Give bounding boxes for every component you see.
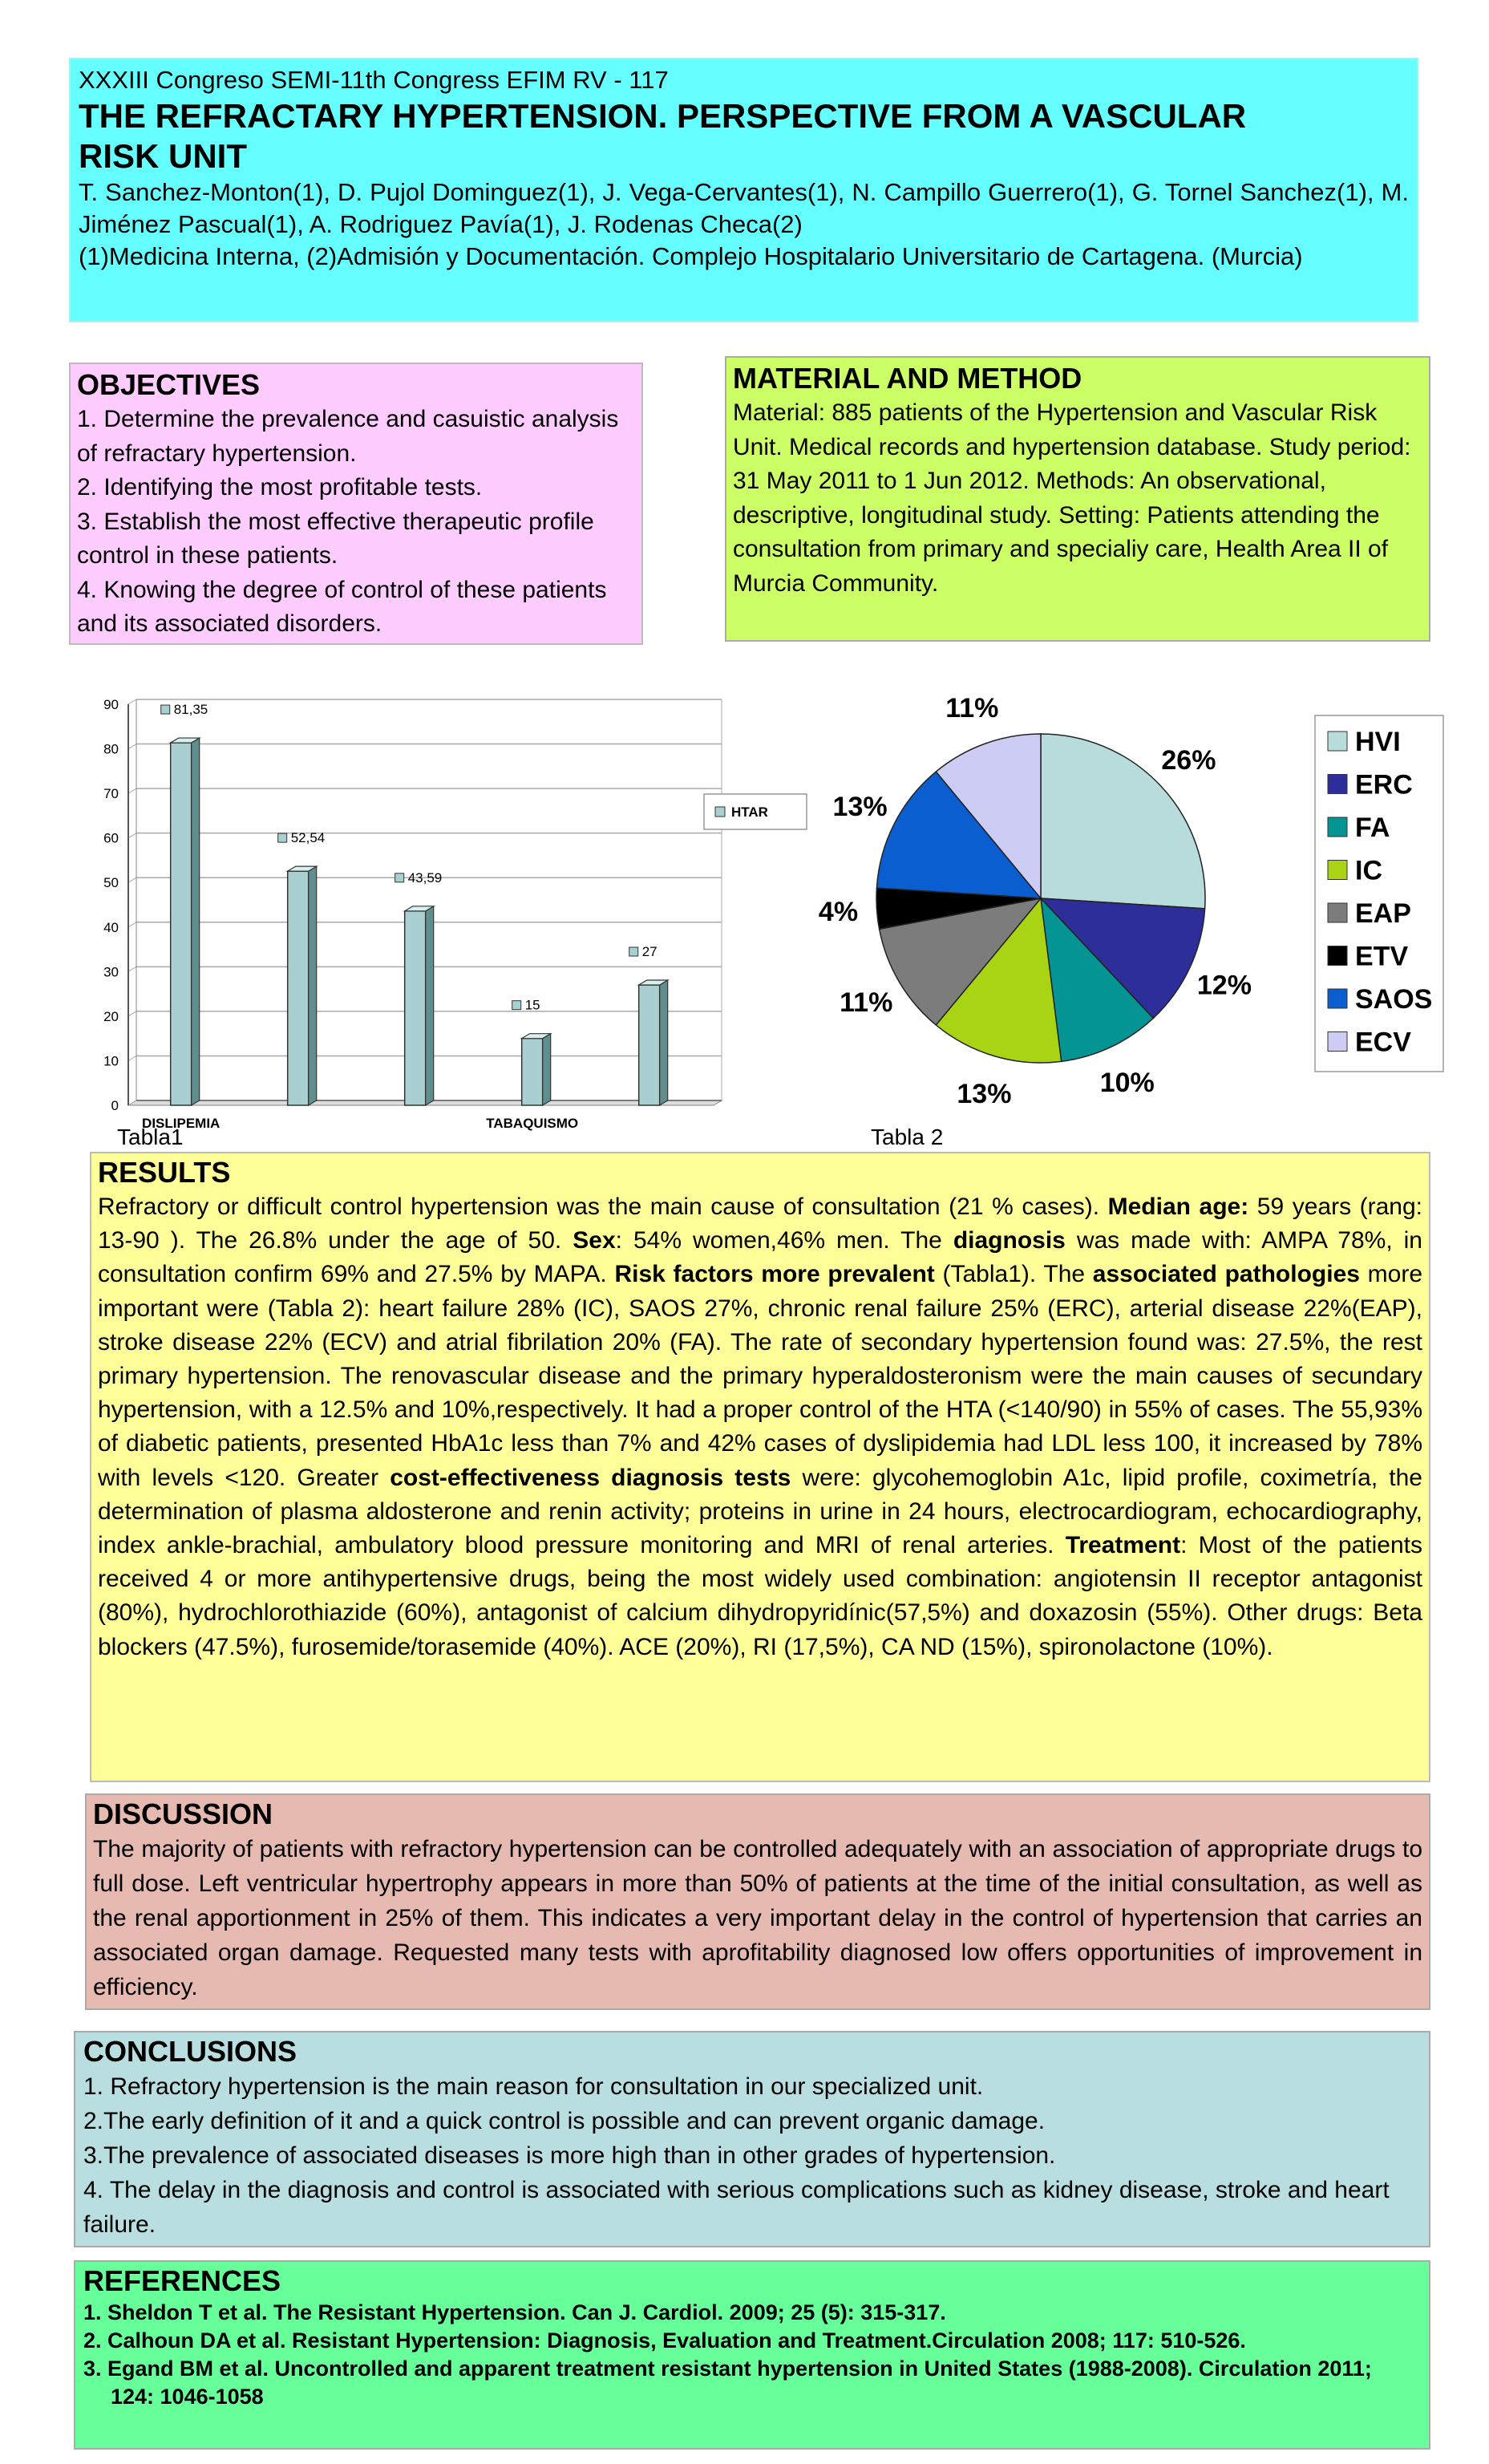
gridline-wall [128, 1056, 136, 1060]
bar-chart-caption: Tabla1 [117, 1125, 184, 1149]
pie-chart-caption: Tabla 2 [871, 1125, 944, 1149]
gridline-wall [128, 788, 136, 793]
affiliations: (1)Medicina Interna, (2)Admisión y Documentación. Complejo Hospitalario Universitario de Cartagena. (Murcia) [79, 242, 1303, 270]
pie-legend-swatch [1328, 946, 1347, 966]
results-bold-run: diagnosis [953, 1227, 1066, 1254]
references-heading: REFERENCES [83, 2264, 281, 2297]
gridline-wall [128, 833, 136, 838]
discussion-section [85, 1793, 1430, 2010]
pie-legend-label: ETV [1355, 941, 1409, 972]
bar [639, 985, 660, 1105]
value-label-key [512, 1001, 521, 1010]
pie-legend-swatch [1328, 861, 1347, 880]
bar [522, 1039, 543, 1105]
reference-item: 2. Calhoun DA et al. Resistant Hypertension: Diagnosis, Evaluation and Treatment.Circulation 2008; 117: 510-526. [83, 2328, 1246, 2353]
bar-value-label: 52,54 [290, 830, 326, 846]
results-bold-run: cost-effectiveness diagnosis tests [390, 1464, 791, 1491]
x-category-label: TABAQUISMO [486, 1116, 579, 1131]
objective-item: 2. Identifying the most profitable tests. [77, 474, 483, 500]
conference-label: XXXIII Congreso SEMI-11th Congress EFIM RV - 117 [79, 66, 669, 94]
pie-legend-label: HVI [1355, 727, 1401, 757]
objective-item: 4. Knowing the degree of control of these patients and its associated disorders. [77, 576, 607, 637]
method-heading: MATERIAL AND METHOD [733, 362, 1082, 395]
y-tick-label: 20 [103, 1008, 119, 1024]
discussion-text: The majority of patients with refractory hypertension can be controlled adequately with an association of appropriate drugs to full dose. Left ventricular hypertrophy appears in more than 50% of patients at the time of the initial consultation, as well as the renal apportionment in 25% of them. This indicates a very important delay in the control of hypertension that carries an associated organ damage. Requested many tests with aprofitability diagnosed low offers opportunities of improvement in efficiency. [93, 1836, 1422, 2000]
results-text-run: : Most of the patients received 4 or more antihypertensive drugs, being the most widely used combination: angiotensin II receptor antagonist (80%), hydrochlorothiazide (60%), antagonist of calcium dihydropyridínic(57,5%) and doxazosin (55%). Other drugs: Beta blockers (47.5%), furosemide/torasemide (40%). ACE (20%), RI (17,5%), CA ND (15%), spironolactone (10%). [98, 1532, 1422, 1660]
value-label-key [395, 873, 404, 882]
conclusions-heading: CONCLUSIONS [83, 2035, 297, 2068]
value-label-key [278, 833, 287, 842]
objective-item: 1. Determine the prevalence and casuistic analysis of refractary hypertension. [77, 406, 619, 467]
conclusion-item: 2.The early definition of it and a quick control is possible and can prevent organic damage. [83, 2108, 1046, 2134]
conclusions-section [74, 2031, 1430, 2247]
bar-side [543, 1034, 551, 1105]
bar-side [192, 738, 200, 1105]
pie-legend-swatch [1328, 775, 1347, 794]
poster-header [69, 58, 1418, 322]
gridline-wall [128, 744, 136, 749]
value-label-key [629, 947, 638, 956]
pie-value-label: 13% [957, 1078, 1012, 1109]
pie-legend-swatch [1328, 817, 1347, 837]
y-tick-label: 90 [103, 697, 119, 712]
results-text [98, 1190, 1422, 1664]
results-text-run: (Tabla1). The [934, 1261, 1093, 1288]
y-tick-label: 0 [111, 1098, 119, 1113]
pie-value-label: 13% [832, 792, 888, 823]
pie-legend-swatch [1328, 903, 1347, 922]
bar-side [660, 980, 668, 1105]
gridline-wall [128, 877, 136, 882]
results-bold-run: Treatment [1065, 1532, 1181, 1559]
pie-legend-label: IC [1355, 855, 1382, 886]
bar-value-label: 15 [524, 997, 540, 1013]
results-bold-run: associated pathologies [1092, 1261, 1360, 1288]
y-tick-label: 40 [103, 919, 119, 935]
reference-item: 1. Sheldon T et al. The Resistant Hypertension. Can J. Cardiol. 2009; 25 (5): 315-317. [83, 2300, 946, 2324]
poster-title-line-2: RISK UNIT [79, 137, 247, 175]
pie-legend-label: FA [1355, 813, 1390, 843]
y-tick-label: 80 [103, 741, 119, 757]
bar-side [309, 866, 317, 1105]
pie-legend-swatch [1328, 732, 1347, 751]
x-category-label: DISLIPEMIA [142, 1116, 221, 1131]
bar-side [426, 906, 434, 1105]
results-text-run: were: glycohemoglobin A1c, lipid profile, coximetría, the determination of plasma aldosterone and renin activity; proteins in urine in 24 hours, electrocardiogram, echocardiography, index ankle-brachial, ambulatory blood pressure monitoring and MRI of renal arteries. [98, 1464, 1422, 1559]
pie-value-label: 4% [818, 896, 859, 927]
value-label-key [161, 705, 170, 714]
gridline-wall [128, 699, 136, 704]
references-section [74, 2260, 1430, 2450]
discussion-heading: DISCUSSION [93, 1797, 273, 1830]
results-section [90, 1152, 1430, 1782]
pie-chart-tabla2 [794, 666, 1459, 1131]
gridline-wall [128, 1011, 136, 1016]
legend-label: HTAR [731, 804, 768, 820]
bar-value-label: 43,59 [407, 869, 443, 886]
pie-legend-swatch [1328, 989, 1347, 1008]
results-heading: RESULTS [98, 1156, 231, 1189]
y-tick-label: 30 [103, 964, 119, 980]
pie-legend-swatch [1328, 1032, 1347, 1052]
reference-item: 3. Egand BM et al. Uncontrolled and apparent treatment resistant hypertension in United States (1988-2008). Circulation 2011; 124: 1046-1058 [83, 2357, 1372, 2409]
results-bold-run: Median age: [1107, 1194, 1249, 1220]
bar [405, 911, 426, 1105]
gridline-wall [128, 967, 136, 971]
conclusion-item: 1. Refractory hypertension is the main reason for consultation in our specialized unit. [83, 2073, 984, 2100]
objectives-section [69, 363, 643, 645]
results-text-run: : 54% women,46% men. The [615, 1227, 953, 1254]
pie-value-label: 11% [945, 692, 999, 723]
pie-legend-label: ECV [1355, 1027, 1411, 1058]
y-tick-label: 60 [103, 830, 119, 846]
results-bold-run: Sex [573, 1227, 616, 1254]
bar-value-label: 81,35 [173, 702, 208, 718]
results-text-run: Refractory or difficult control hypertension was the main cause of consultation (21 % cases). [98, 1194, 1108, 1220]
bar-chart-tabla1 [80, 690, 818, 1139]
pie-value-label: 11% [840, 987, 893, 1018]
bar [171, 743, 192, 1105]
y-tick-label: 10 [103, 1053, 119, 1069]
results-text-run: 59 years (rang: 13-90 ). The 26.8% under the age of 50. [98, 1194, 1423, 1254]
conclusion-item: 4. The delay in the diagnosis and control is associated with serious complications such as kidney disease, stroke and heart failure. [83, 2177, 1390, 2238]
pie-value-label: 12% [1196, 970, 1252, 1001]
bar-value-label: 27 [641, 944, 658, 959]
method-section [725, 356, 1430, 642]
pie-value-label: 10% [1099, 1067, 1155, 1098]
legend-swatch [715, 807, 725, 817]
poster-title-line-1: THE REFRACTARY HYPERTENSION. PERSPECTIVE FROM A VASCULAR [79, 97, 1247, 135]
objectives-heading: OBJECTIVES [77, 368, 261, 401]
conclusion-item: 3.The prevalence of associated diseases is more high than in other grades of hypertension. [83, 2142, 1056, 2169]
y-tick-label: 50 [103, 875, 119, 891]
pie-legend-label: SAOS [1355, 984, 1433, 1015]
bar [288, 871, 309, 1105]
gridline-wall [128, 922, 136, 927]
pie-value-label: 26% [1161, 744, 1216, 776]
method-text: Material: 885 patients of the Hypertension and Vascular Risk Unit. Medical records and hypertension database. Study period: 31 May 2011 to 1 Jun 2012. Methods: An observational, descriptive, longitudinal study. Setting: Patients attending the consultation from primary and specialiy care, Health Area II of Murcia Community. [733, 399, 1411, 597]
pie-legend-label: ERC [1355, 769, 1413, 800]
y-tick-label: 70 [103, 786, 119, 802]
results-bold-run: Risk factors more prevalent [614, 1261, 935, 1288]
objective-item: 3. Establish the most effective therapeutic profile control in these patients. [77, 508, 594, 569]
results-text-run: was made with: AMPA 78%, in consultation confirm 69% and 27.5% by MAPA. [98, 1227, 1422, 1288]
pie-legend-label: EAP [1355, 898, 1411, 929]
authors: T. Sanchez-Monton(1), D. Pujol Dominguez(1), J. Vega-Cervantes(1), N. Campillo Guerrero(1), G. Tornel Sanchez(1), M. Jiménez Pascual(1), A. Rodriguez Pavía(1), J. Rodenas Checa(2) [79, 178, 1409, 238]
results-text-run: more important were (Tabla 2): heart failure 28% (IC), SAOS 27%, chronic renal failure 25% (ERC), arterial disease 22%(EAP), stroke disease 22% (ECV) and atrial fibrilation 20% (FA). The rate of secondary hypertension found was: 27.5%, the rest primary hypertension. The renovascular disease and the primary hyperaldosteronism were the main causes of secundary hypertension, with a 12.5% and 10%,respectively. It had a proper control of the HTA (<140/90) in 55% of cases. The 55,93% of diabetic patients, presented HbA1c less than 7% and 42% cases of dyslipidemia had LDL less 100, it increased by 78% with levels <120. Greater [98, 1261, 1423, 1491]
